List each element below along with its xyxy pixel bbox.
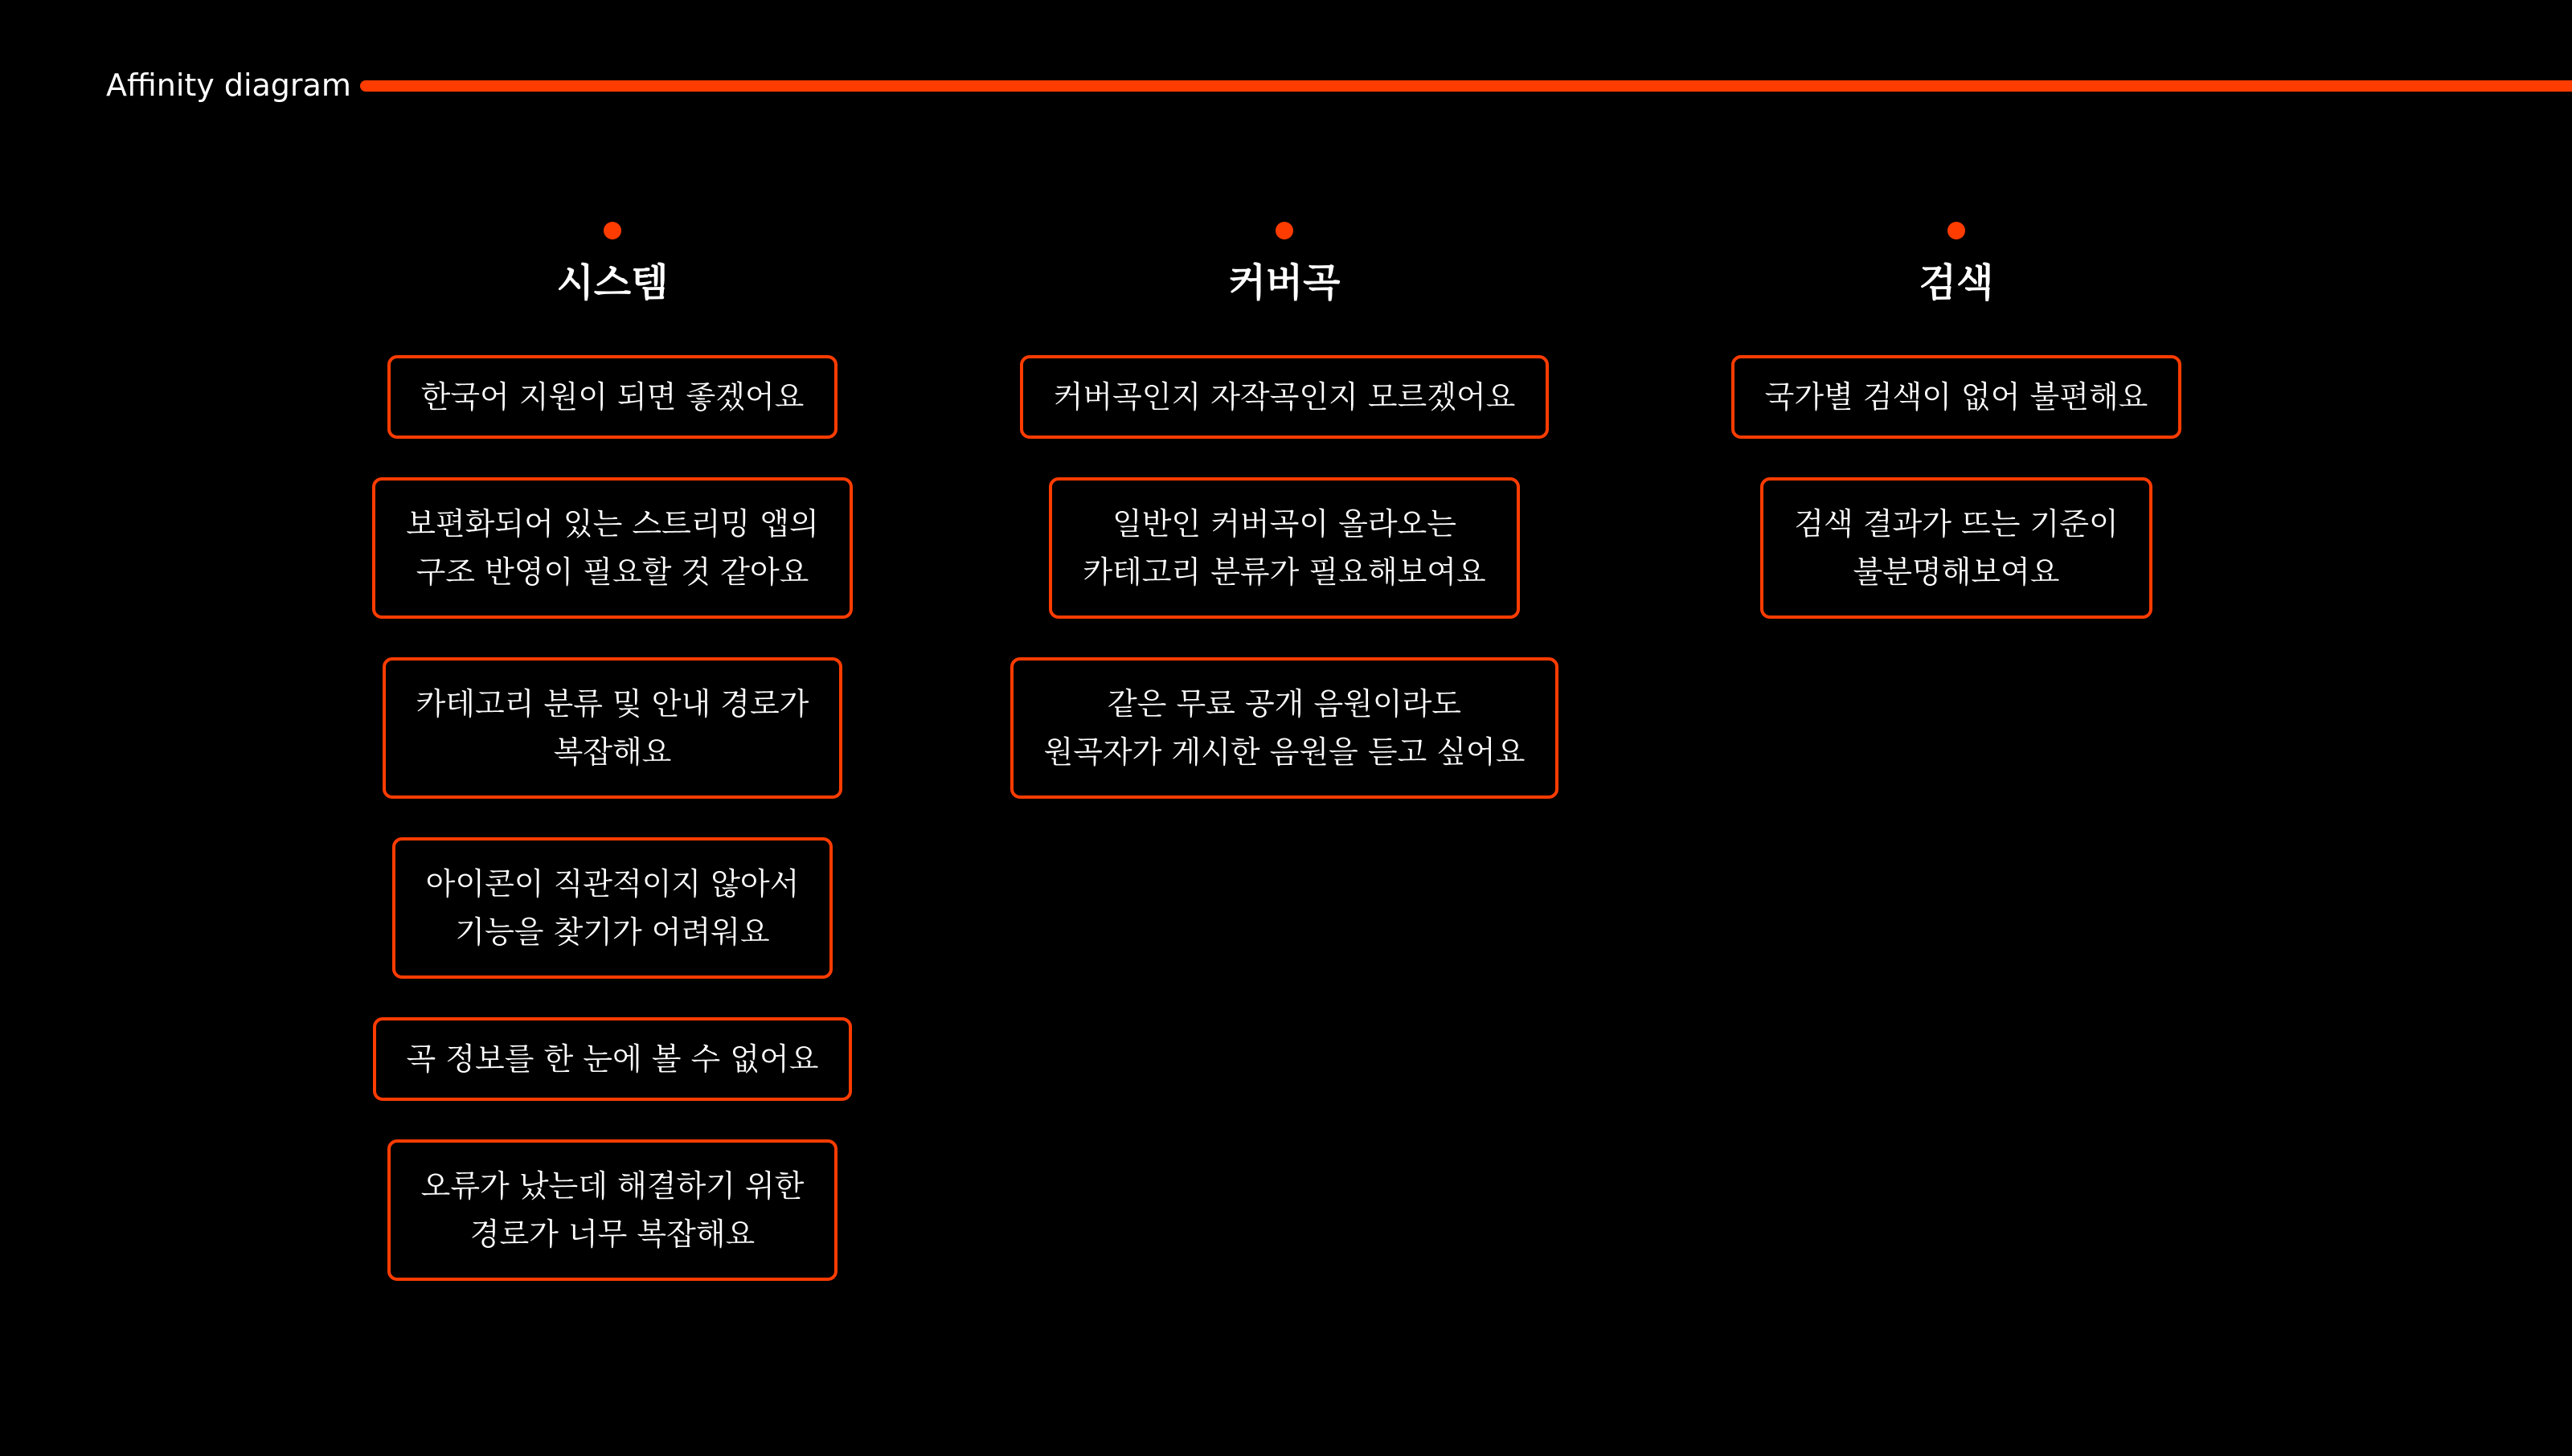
- card-text-line: 일반인 커버곡이 올라오는: [1112, 506, 1456, 542]
- column-search: [1675, 222, 2238, 657]
- card-text-line: 국가별 검색이 없어 불편해요: [1764, 379, 2148, 415]
- affinity-card: [372, 477, 852, 619]
- column-title: 커버곡: [1228, 260, 1341, 305]
- header: [106, 63, 2477, 108]
- affinity-card: [387, 355, 838, 439]
- affinity-card: [1010, 657, 1559, 799]
- affinity-card: [383, 657, 843, 799]
- card-text-line: 구조 반영이 필요할 것 같아요: [416, 554, 809, 590]
- column-cover-song: [1003, 222, 1566, 837]
- card-text-line: 같은 무료 공개 음원이라도: [1107, 686, 1461, 722]
- affinity-card: [373, 1017, 853, 1101]
- card-text-line: 기능을 찾기가 어려워요: [455, 914, 770, 950]
- card-text-line: 아이콘이 직관적이지 않아서: [425, 866, 800, 902]
- card-text-line: 카테고리 분류 및 안내 경로가: [416, 686, 809, 722]
- affinity-card: [387, 1139, 838, 1281]
- card-text-line: 곡 정보를 한 눈에 볼 수 없어요: [406, 1041, 819, 1077]
- card-text-line: 커버곡인지 자작곡인지 모르겠어요: [1053, 379, 1516, 415]
- page-title: Affinity diagram: [106, 67, 351, 103]
- column-title: 검색: [1919, 260, 1994, 305]
- affinity-card: [1049, 477, 1519, 619]
- column-system: [331, 222, 894, 1319]
- card-list: [1675, 355, 2238, 657]
- column-dot-icon: [1276, 222, 1293, 239]
- header-accent-line: [360, 80, 2572, 92]
- card-text-line: 한국어 지원이 되면 좋겠어요: [420, 379, 805, 415]
- card-text-line: 원곡자가 게시한 음원을 듣고 싶어요: [1043, 734, 1526, 770]
- card-text-line: 복잡해요: [553, 734, 672, 770]
- affinity-card: [1760, 477, 2152, 619]
- card-text-line: 검색 결과가 뜨는 기준이: [1794, 506, 2119, 542]
- affinity-card: [1020, 355, 1550, 439]
- card-text-line: 오류가 났는데 해결하기 위한: [420, 1168, 805, 1204]
- column-dot-icon: [1947, 222, 1965, 239]
- card-list: [331, 355, 894, 1319]
- column-dot-icon: [604, 222, 621, 239]
- card-text-line: 보편화되어 있는 스트리밍 앱의: [406, 506, 819, 542]
- card-text-line: 경로가 너무 복잡해요: [469, 1217, 756, 1252]
- affinity-card: [392, 837, 833, 979]
- card-list: [1003, 355, 1566, 837]
- column-title: 시스템: [556, 260, 669, 305]
- card-text-line: 카테고리 분류가 필요해보여요: [1083, 554, 1486, 590]
- affinity-card: [1731, 355, 2182, 439]
- card-text-line: 불분명해보여요: [1853, 554, 2060, 590]
